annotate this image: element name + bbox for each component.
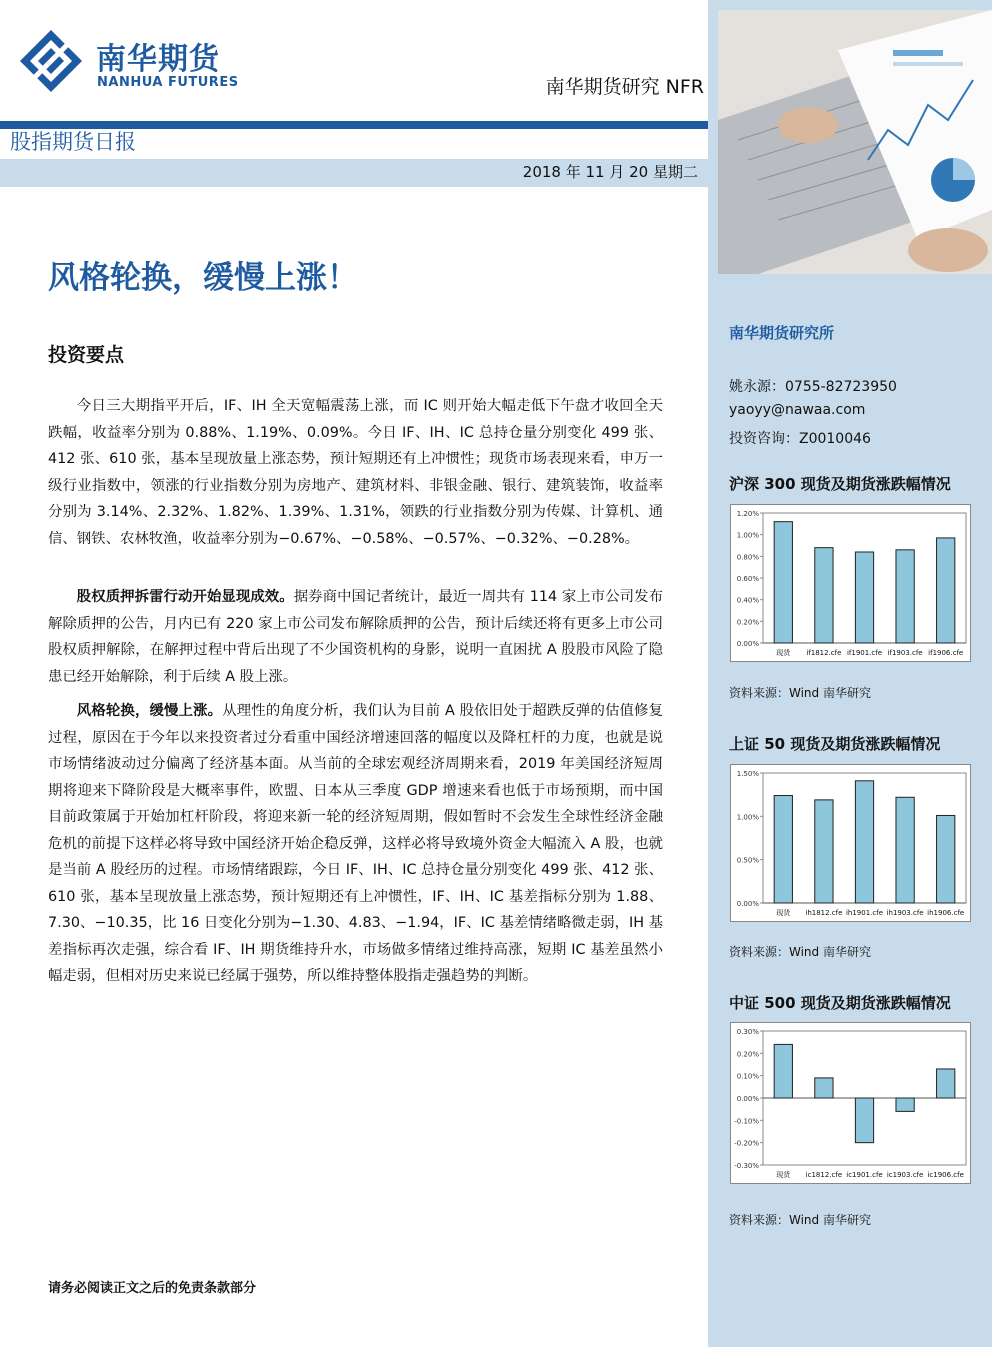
chart-3-svg (731, 1023, 970, 1183)
y-tick-label: 1.20% (736, 510, 759, 518)
analyst-contact: 姚永源：0755-82723950 (729, 379, 897, 395)
chart-1-source: 资料来源：Wind 南华研究 (729, 686, 871, 700)
chart-3-source: 资料来源：Wind 南华研究 (729, 1213, 871, 1227)
x-tick-label: 现货 (776, 1171, 791, 1179)
chart-1-box (730, 504, 971, 662)
y-tick-label: -0.10% (734, 1117, 759, 1126)
x-tick-label: if1812.cfe (806, 649, 842, 657)
y-tick-label: -0.20% (734, 1139, 759, 1148)
chart-2-svg (731, 765, 970, 921)
bar-ic1903.cfe (896, 1098, 914, 1111)
x-tick-label: 现货 (776, 649, 791, 657)
chart-2-source: 资料来源：Wind 南华研究 (729, 945, 871, 959)
x-tick-label: ih1906.cfe (927, 909, 965, 917)
bar-ic1901.cfe (855, 1098, 873, 1143)
x-tick-label: if1901.cfe (846, 649, 883, 657)
y-tick-label: 0.80% (736, 553, 759, 562)
paragraph-2 (48, 584, 663, 690)
x-tick-label: ic1903.cfe (886, 1171, 924, 1179)
bar-ic1906.cfe (937, 1069, 955, 1098)
x-tick-label: ih1901.cfe (845, 909, 884, 917)
header-photo (718, 10, 992, 274)
x-tick-label: if1906.cfe (928, 649, 964, 657)
paragraph-1: 今日三大期指平开后，IF、IH 全天宽幅震荡上涨，而 IC 则开始大幅走低下午盘才收回全天跌幅，收益率分别为 0.88%、1.19%、0.09%。今日 IF、IH、IC 总持仓量分别变化 499 张、412 张、610 张，基本呈现放量上涨态势，预计短期还有上冲惯性；现货市场表现来看，申万一级行业指数中，领涨的行业指数分别为房地产、建筑材料、非银金融、银行、建筑装饰，收益率分别为 3.14%、2.32%、1.82%、1.39%、1.31%，领跌的行业指数分别为传媒、计算机、通信、钢铁、农林牧渔，收益率分别为−0.67%、−0.58%、−0.57%、−0.32%、−0.28%。 (48, 398, 663, 547)
key-points-heading: 投资要点 (48, 344, 125, 366)
date-strip (0, 159, 708, 187)
paragraph-3-lead: 风格轮换，缓慢上涨。 (76, 703, 223, 719)
chart-2-box (730, 764, 971, 922)
bar-if1906.cfe (937, 538, 955, 643)
bar-ic1812.cfe (815, 1078, 833, 1098)
paragraph-3-body: 从理性的角度分析，我们认为目前 A 股依旧处于超跌反弹的估值修复过程，原因在于今年以来投资者过分看重中国经济增速回落的幅度以及降杠杆的力度，也就是说市场情绪波动过分偏离了经济基本面。从当前的全球宏观经济周期来看，2019 年美国经济短周期将迎来下降阶段是大概率事件，欧盟、日本从三季度 GDP 增速来看也低于市场预期，而中国目前政策属于开始加杠杆阶段，将迎来新一轮的经济短周期，假如暂时不会发生全球性经济金融危机的前提下这样必将导致中国经济开始企稳反弹，这样必将导致境外资金大幅流入 A 股，也就是当前 A 股经历的过程。市场情绪跟踪，今日 IF、IH、IC 总持仓量分别变化 499 张、412 张、610 张，基本呈现放量上涨态势，预计短期还有上冲惯性，IF、IH、IC 基差指标分别为 1.88、7.30、−10.35，比 16 日变化分别为−1.30、4.83、−1.94，IF、IC 基差情绪略微走弱，IH 基差指标再次走强，综合看 IF、IH 期货维持升水，市场做多情绪过维持高涨，短期 IC 基差虽然小幅走弱，但相对历史来说已经属于强势，所以维持整体股指走强趋势的判断。 (48, 703, 664, 984)
laptop-illustration-icon (718, 10, 992, 274)
x-tick-label: if1903.cfe (887, 649, 923, 657)
bar-ih1812.cfe (815, 800, 833, 903)
x-tick-label: ih1903.cfe (886, 909, 924, 917)
paragraph-3 (48, 698, 663, 990)
bar-现货 (774, 796, 792, 903)
y-tick-label: 0.60% (736, 575, 759, 583)
report-section-title: 股指期货日报 (10, 130, 136, 154)
x-tick-label: ic1901.cfe (846, 1171, 883, 1179)
logo-text-en: NANHUA FUTURES (97, 75, 239, 90)
x-tick-label: ic1906.cfe (927, 1171, 964, 1179)
bar-ih1901.cfe (855, 781, 873, 903)
chart-1-svg (731, 505, 970, 661)
y-tick-label: 1.50% (736, 770, 759, 778)
bar-if1903.cfe (896, 550, 914, 643)
bar-现货 (774, 522, 792, 643)
research-institute-name: 南华期货研究所 (729, 324, 835, 342)
y-tick-label: 0.00% (736, 900, 759, 908)
y-tick-label: 0.40% (736, 596, 759, 605)
chart-3-title: 中证 500 现货及期货涨跌幅情况 (729, 994, 951, 1012)
y-tick-label: 0.00% (736, 640, 759, 648)
report-date: 2018 年 11 月 20 星期二 (522, 163, 698, 181)
paragraph-2-body: 据券商中国记者统计，最近一周共有 114 家上市公司发布解除质押的公告，月内已有 220 家上市公司发布解除质押的公告，预计后续还将有更多上市公司股权质押解除，在解押过程中背后出现了不少国资机构的身影，说明一直困扰 A 股股市风险了隐患已经开始解除，利于后续 A 股上涨。 (48, 589, 663, 685)
analyst-license: 投资咨询：Z0010046 (729, 431, 871, 447)
x-tick-label: ih1812.cfe (805, 909, 843, 917)
y-tick-label: 0.20% (736, 618, 759, 627)
nanhua-logo-icon (18, 28, 84, 94)
bar-ih1903.cfe (896, 797, 914, 903)
y-tick-label: 1.00% (736, 813, 759, 822)
x-tick-label: 现货 (776, 909, 791, 917)
chart-3-box (730, 1022, 971, 1184)
bar-if1812.cfe (815, 548, 833, 643)
bar-ih1906.cfe (937, 815, 955, 903)
x-tick-label: ic1812.cfe (805, 1171, 843, 1179)
analyst-email: yaoyy@nawaa.com (729, 402, 866, 418)
y-tick-label: 0.30% (736, 1028, 759, 1036)
chart-1-title: 沪深 300 现货及期货涨跌幅情况 (729, 475, 951, 493)
y-tick-label: 1.00% (736, 531, 759, 540)
paragraph-2-lead: 股权质押拆雷行动开始显现成效。 (76, 589, 294, 605)
disclaimer-note: 请务必阅读正文之后的免责条款部分 (48, 1281, 257, 1296)
chart-2-title: 上证 50 现货及期货涨跌幅情况 (729, 735, 941, 753)
y-tick-label: 0.20% (736, 1050, 759, 1059)
y-tick-label: -0.30% (734, 1162, 759, 1170)
brand-line: 南华期货研究 NFR (545, 76, 704, 98)
y-tick-label: 0.50% (736, 856, 759, 865)
y-tick-label: 0.00% (736, 1095, 759, 1103)
bar-现货 (774, 1044, 792, 1098)
y-tick-label: 0.10% (736, 1072, 759, 1081)
bar-if1901.cfe (855, 552, 873, 643)
logo-text-cn: 南华期货 (96, 42, 220, 77)
article-title: 风格轮换，缓慢上涨！ (48, 260, 358, 296)
